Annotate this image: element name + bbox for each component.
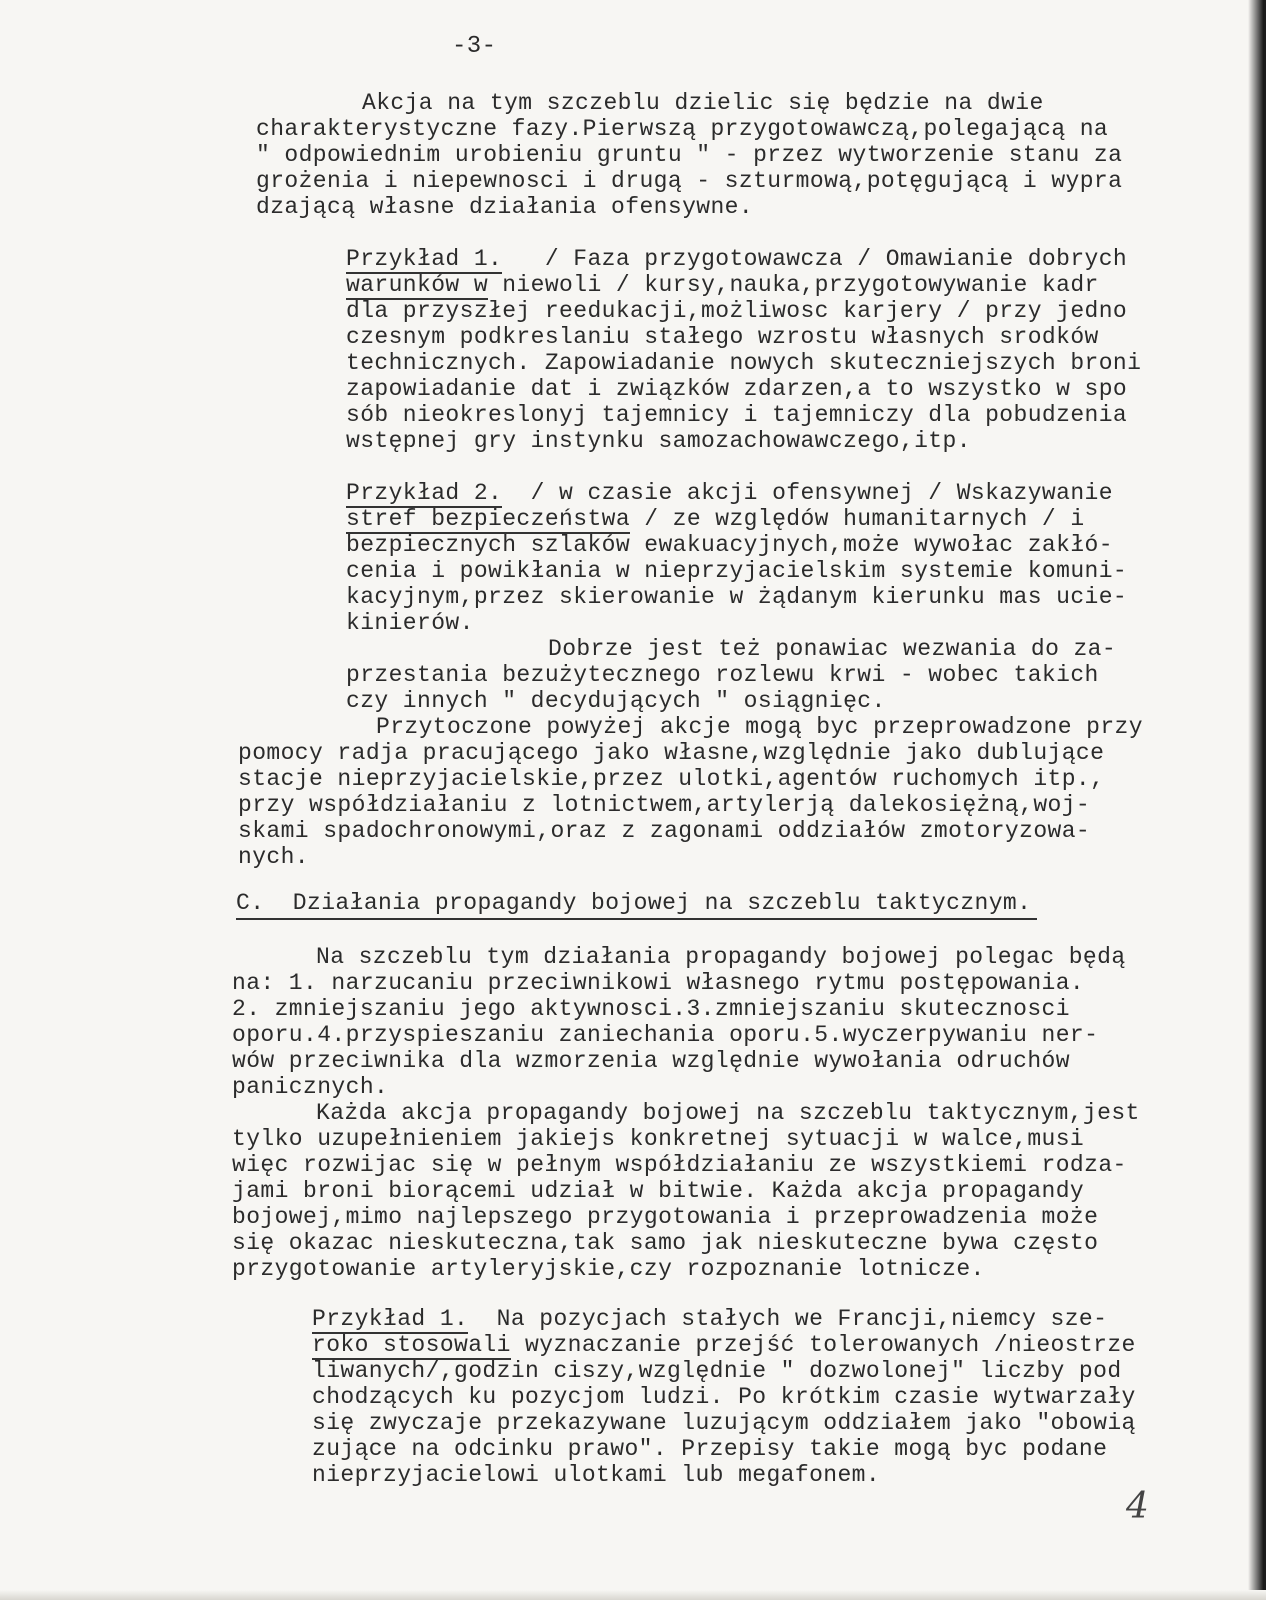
text-line: " odpowiednim urobieniu gruntu " - przez wytworzenie stanu za bbox=[256, 142, 1123, 168]
text-line: chodzących ku pozycjom ludzi. Po krótkim czasie wytwarzały bbox=[312, 1384, 1136, 1410]
text-line: Przytoczone powyżej akcje mogą byc przeprowadzone przy bbox=[376, 714, 1143, 740]
text-line: się zwyczaje przekazywane luzującym oddziałem jako "obowią bbox=[312, 1410, 1136, 1436]
text-line: Na szczeblu tym działania propagandy bojowej polegac będą bbox=[316, 944, 1126, 970]
text-line: stacje nieprzyjacielskie,przez ulotki,agentów ruchomych itp., bbox=[238, 766, 1105, 792]
text-line: oporu.4.przyspieszaniu zaniechania oporu.5.wyczerpywaniu ner- bbox=[232, 1022, 1099, 1048]
text-line: przestania bezużytecznego rozlewu krwi - wobec takich bbox=[346, 662, 1099, 688]
example-line: stref bezpieczeństwa / ze względów humanitarnych / i bbox=[346, 506, 1085, 532]
scan-edge-bottom bbox=[0, 1590, 1266, 1600]
text-line: panicznych. bbox=[232, 1074, 389, 1100]
example-line: Przykład 1. Na pozycjach stałych we Francji,niemcy sze- bbox=[312, 1306, 1108, 1332]
text-line: Dobrze jest też ponawiac wezwania do za- bbox=[548, 636, 1117, 662]
text-line: dla przyszłej reedukacji,możliwosc karjery / przy jedno bbox=[346, 298, 1128, 324]
text-line: 2. zmniejszaniu jego aktywnosci.3.zmniejszaniu skutecznosci bbox=[232, 996, 1070, 1022]
example-line: Przykład 2. / w czasie akcji ofensywnej / Wskazywanie bbox=[346, 480, 1113, 506]
text-line: kinierów. bbox=[346, 610, 474, 636]
handwritten-page-number: 4 bbox=[1126, 1486, 1149, 1527]
text-line: cenia i powikłania w nieprzyjacielskim systemie komuni- bbox=[346, 558, 1128, 584]
text-line: kacyjnym,przez skierowanie w żądanym kierunku mas ucie- bbox=[346, 584, 1128, 610]
text-line: dzającą własne działania ofensywne. bbox=[256, 194, 754, 220]
text-line: technicznych. Zapowiadanie nowych skuteczniejszych broni bbox=[346, 350, 1142, 376]
text-line: grożenia i niepewnosci i drugą - szturmową,potęgującą i wypra bbox=[256, 168, 1123, 194]
section-heading: C. Działania propagandy bojowej na szczeblu taktycznym. bbox=[236, 890, 1037, 920]
text-line: charakterystyczne fazy.Pierwszą przygotowawczą,polegającą na bbox=[256, 116, 1109, 142]
text-line: zujące na odcinku prawo". Przepisy takie mogą byc podane bbox=[312, 1436, 1108, 1462]
scan-edge-shadow bbox=[1248, 0, 1266, 1600]
text-line: zapowiadanie dat i związków zdarzen,a to wszystko w spo bbox=[346, 376, 1128, 402]
text-line: się okazac nieskuteczna,tak samo jak nieskuteczne bywa często bbox=[232, 1230, 1099, 1256]
underlined-phrase: warunków w bbox=[346, 272, 489, 298]
text-line: liwanych/,godzin ciszy,względnie " dozwolonej" liczby pod bbox=[312, 1358, 1122, 1384]
example-line: warunków w niewoli / kursy,nauka,przygotowywanie kadr bbox=[346, 272, 1099, 298]
text-line: bezpiecznych szlaków ewakuacyjnych,może wywołac zakłó- bbox=[346, 532, 1113, 558]
example-label: Przykład 1. bbox=[346, 246, 503, 272]
text-line: więc rozwijac się w pełnym współdziałaniu ze wszystkiemi rodza- bbox=[232, 1152, 1127, 1178]
text-line: nych. bbox=[238, 844, 310, 870]
text-line: jami broni biorącemi udział w bitwie. Każda akcja propagandy bbox=[232, 1178, 1085, 1204]
text-line: czy innych " decydujących " osiągnięc. bbox=[346, 688, 886, 714]
text-line: na: 1. narzucaniu przeciwnikowi własnego rytmu postępowania. bbox=[232, 970, 1085, 996]
text-line: nieprzyjacielowi ulotkami lub megafonem. bbox=[312, 1462, 881, 1488]
page-number: -3- bbox=[452, 33, 497, 60]
text-line: tylko uzupełnieniem jakiejs konkretnej sytuacji w walce,musi bbox=[232, 1126, 1085, 1152]
text-line: skami spadochronowymi,oraz z zagonami oddziałów zmotoryzowa- bbox=[238, 818, 1091, 844]
text-line: czesnym podkreslaniu stałego wzrostu własnych srodków bbox=[346, 324, 1099, 350]
text-line: pomocy radja pracującego jako własne,względnie jako dublujące bbox=[238, 740, 1105, 766]
text-line: przy współdziałaniu z lotnictwem,artylerją dalekosiężną,woj- bbox=[238, 792, 1091, 818]
example-line: roko stosowali wyznaczanie przejść tolerowanych /nieostrze bbox=[312, 1332, 1136, 1358]
underlined-phrase: roko stosowali bbox=[312, 1332, 511, 1358]
text-line: Akcja na tym szczeblu dzielic się będzie na dwie bbox=[362, 90, 1044, 116]
underlined-phrase: stref bezpieczeństwa bbox=[346, 506, 631, 532]
example-label: Przykład 2. bbox=[346, 480, 503, 506]
text-line: sób nieokreslonyj tajemnicy i tajemniczy dla pobudzenia bbox=[346, 402, 1128, 428]
text-line: wstępnej gry instynku samozachowawczego,itp. bbox=[346, 428, 971, 454]
text-line: bojowej,mimo najlepszego przygotowania i przeprowadzenia może bbox=[232, 1204, 1099, 1230]
example-line: Przykład 1. / Faza przygotowawcza / Omawianie dobrych bbox=[346, 246, 1128, 272]
text-line: przygotowanie artyleryjskie,czy rozpoznanie lotnicze. bbox=[232, 1256, 985, 1282]
example-label: Przykład 1. bbox=[312, 1306, 469, 1332]
text-line: Każda akcja propagandy bojowej na szczeblu taktycznym,jest bbox=[316, 1100, 1140, 1126]
text-line: wów przeciwnika dla wzmorzenia względnie wywołania odruchów bbox=[232, 1048, 1070, 1074]
